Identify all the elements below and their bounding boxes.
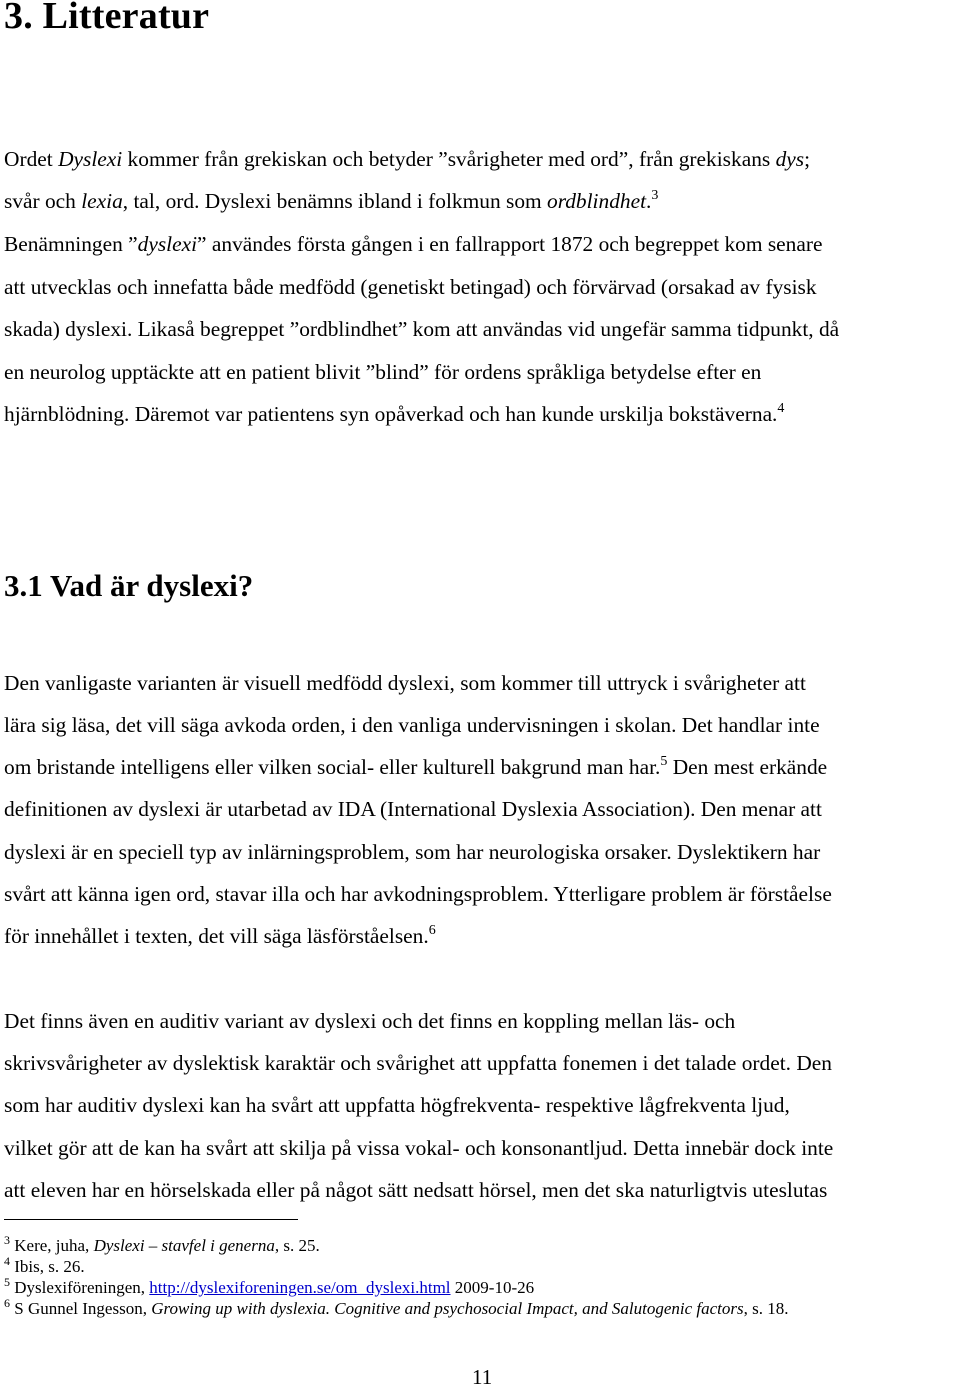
p3-line-5: att eleven har en hörselskada eller på något sätt nedsatt hörsel, men det ska naturligtvis uteslutas [4,1178,828,1202]
p2-line-2: lära sig läsa, det vill säga avkoda orden, i den vanliga undervisningen i skolan. Det handlar inte [4,713,820,737]
p2-line-5: dyslexi är en speciell typ av inlärningsproblem, som har neurologiska orsaker. Dyslektikern har [4,840,821,864]
page-number: 11 [472,1365,493,1389]
p2-line-7: för innehållet i texten, det vill säga läsförståelsen.$^6$ [4,923,436,948]
page-title: 3. Litteratur [4,0,210,37]
footnote-3: $^3$ Kere, juha, Dyslexi – stavfel i generna, s. 25. [4,1233,320,1255]
section-heading: 3.1 Vad är dyslexi? [4,568,254,603]
p2-line-3: om bristande intelligens eller vilken social- eller kulturell bakgrund man har.$^5$ Den mest erkände [4,754,828,779]
footnote-ref-4: 4 [777,401,785,416]
p1-line-3: Benämningen ”dyslexi” användes första gången i en fallrapport 1872 och begreppet kom senare [4,232,823,256]
p2-line-1: Den vanligaste varianten är visuell medfödd dyslexi, som kommer till uttryck i svårigheter att [4,671,806,695]
p1-line-1: Ordet Dyslexi kommer från grekiskan och betyder ”svårigheter med ord”, från grekiskans dys; [4,147,811,171]
p3-line-2: skrivsvårigheter av dyslektisk karaktär och svårighet att uppfatta fonemen i det talade ordet. Den [4,1051,832,1075]
p1-line-7: hjärnblödning. Däremot var patientens syn opåverkad och han kunde urskilja bokstäverna.$^4$ [4,401,785,426]
p3-line-4: vilket gör att de kan ha svårt att skilja på vissa vokal- och konsonantljud. Detta innebär dock inte [4,1136,834,1160]
p3-line-1: Det finns även en auditiv variant av dyslexi och det finns en koppling mellan läs- och [4,1009,736,1033]
footnote-6: $^6$ S Gunnel Ingesson, Growing up with dyslexia. Cognitive and psychosocial Impact, and Salutogenic factors, s. 18. [4,1296,789,1318]
footnote-5: $^5$ Dyslexiföreningen, http://dyslexiforeningen.se/om_dyslexi.html 2009-10-26 [4,1275,535,1297]
p3-line-3: som har auditiv dyslexi kan ha svårt att uppfatta högfrekventa- respektive lågfrekventa ljud, [4,1093,790,1117]
p1-line-4: att utvecklas och innefatta både medfödd (genetiskt betingad) och förvärvad (orsakad av fysisk [4,275,817,299]
p1-line-6: en neurolog upptäckte att en patient blivit ”blind” för ordens språkliga betydelse efter en [4,360,762,384]
p2-line-4: definitionen av dyslexi är utarbetad av IDA (International Dyslexia Association). Den menar att [4,797,822,821]
footnote-divider [4,1219,298,1220]
footnote-link[interactable]: http://dyslexiforeningen.se/om_dyslexi.html [149,1278,451,1297]
p1-line-5: skada) dyslexi. Likaså begreppet ”ordblindhet” kom att användas vid ungefär samma tidpunkt, då [4,317,840,341]
p2-line-6: svårt att känna igen ord, stavar illa och har avkodningsproblem. Ytterligare problem är förståelse [4,882,832,906]
footnote-ref-5: 5 [660,754,668,769]
p1-line-2: svår och lexia, tal, ord. Dyslexi benämns ibland i folkmun som ordblindhet.$^3$ [4,188,659,213]
footnote-4: $^4$ Ibis, s. 26. [4,1254,85,1276]
footnote-ref-6: 6 [428,923,436,938]
footnote-ref-3: 3 [651,188,659,203]
